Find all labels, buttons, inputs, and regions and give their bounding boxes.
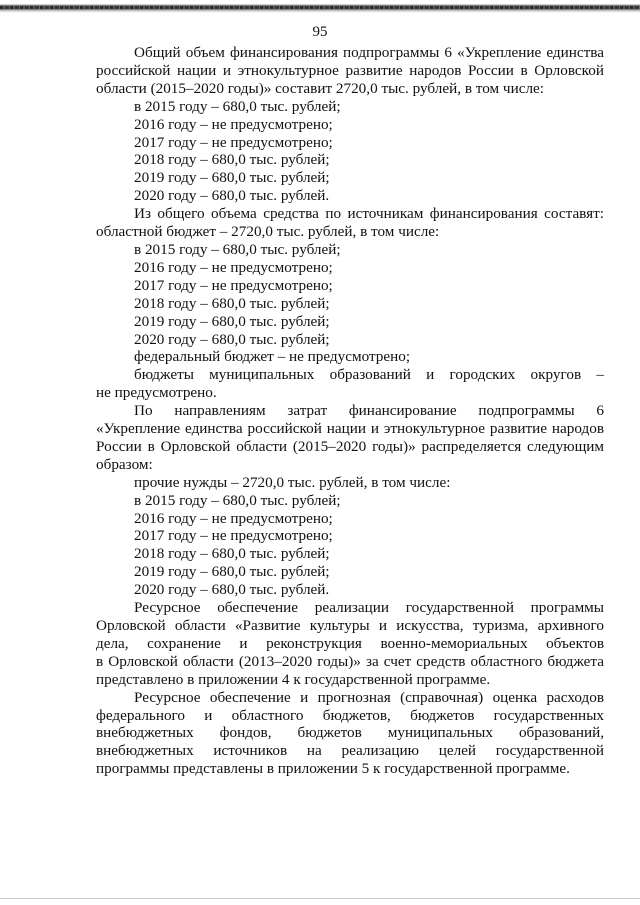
text-line: «Укрепление единства российской нации и этнокультурное развитие народов — [96, 420, 604, 438]
list-item: 2019 году – 680,0 тыс. рублей; — [134, 563, 330, 581]
list-item: 2020 году – 680,0 тыс. рублей. — [134, 187, 330, 205]
text-line: По направлениям затрат финансирование подпрограммы 6 — [134, 402, 604, 420]
list-item: 2017 году – не предусмотрено; — [134, 133, 333, 151]
text-line: Ресурсное обеспечение реализации государственной программы — [134, 599, 604, 617]
text-line: дела, сохранение и реконструкция военно-мемориальных объектов — [96, 634, 604, 652]
list-item: 2017 году – не предусмотрено; — [134, 276, 333, 294]
text-line: области (2015–2020 годы)» составит 2720,0 тыс. рублей, в том числе: — [96, 79, 544, 97]
list-item: 2018 году – 680,0 тыс. рублей; — [134, 151, 330, 169]
list-item: 2019 году – 680,0 тыс. рублей; — [134, 169, 330, 187]
list-item: прочие нужды – 2720,0 тыс. рублей, в том числе: — [134, 473, 451, 491]
text-line: областной бюджет – 2720,0 тыс. рублей, в том числе: — [96, 223, 440, 241]
text-line: российской нации и этнокультурное развитие народов России в Орловской — [96, 61, 604, 79]
list-item: 2016 году – не предусмотрено; — [134, 115, 333, 133]
list-item: в 2015 году – 680,0 тыс. рублей; — [134, 97, 341, 115]
list-item: 2018 году – 680,0 тыс. рублей; — [134, 294, 330, 312]
text-line: Общий объем финансирования подпрограммы 6 «Укрепление единства — [134, 44, 604, 61]
text-line: внебюджетных фондов, бюджетов муниципальных образований, — [96, 724, 604, 742]
text-line: представлено в приложении 4 к государственной программе. — [96, 670, 491, 688]
text-line: в Орловской области (2013–2020 годы)» за счет средств областного бюджета — [96, 652, 604, 670]
page-number: 95 — [312, 24, 328, 40]
list-item: 2018 году – 680,0 тыс. рублей; — [134, 545, 330, 563]
text-line: не предусмотрено. — [96, 384, 217, 402]
text-line: Ресурсное обеспечение и прогнозная (справочная) оценка расходов — [134, 688, 604, 706]
list-item: 2017 году – не предусмотрено; — [134, 527, 333, 545]
text-line: программы представлены в приложении 5 к государственной программе. — [96, 760, 570, 778]
list-item: 2020 году – 680,0 тыс. рублей; — [134, 330, 330, 348]
list-item: 2020 году – 680,0 тыс. рублей. — [134, 581, 330, 599]
text-line: внебюджетных источников на реализацию целей государственной — [96, 742, 604, 760]
document-body — [96, 44, 604, 778]
scan-bottom-border — [0, 898, 640, 899]
text-line: России в Орловской области (2015–2020 годы)» распределяется следующим — [96, 437, 604, 455]
list-item: в 2015 году – 680,0 тыс. рублей; — [134, 240, 341, 258]
scan-top-border-texture — [0, 6, 640, 9]
text-line: Орловской области «Развитие культуры и искусства, туризма, архивного — [96, 617, 604, 634]
list-item: 2019 году – 680,0 тыс. рублей; — [134, 312, 330, 330]
list-item: 2016 году – не предусмотрено; — [134, 258, 333, 276]
text-line: бюджеты муниципальных образований и городских округов – — [134, 366, 604, 384]
list-item: 2016 году – не предусмотрено; — [134, 509, 333, 527]
list-item: в 2015 году – 680,0 тыс. рублей; — [134, 491, 341, 509]
text-line: Из общего объема средства по источникам финансирования составят: — [134, 205, 604, 223]
text-line: образом: — [96, 455, 153, 473]
list-item: федеральный бюджет – не предусмотрено; — [134, 348, 411, 366]
text-line: федерального и областного бюджетов, бюджетов государственных — [96, 706, 604, 724]
